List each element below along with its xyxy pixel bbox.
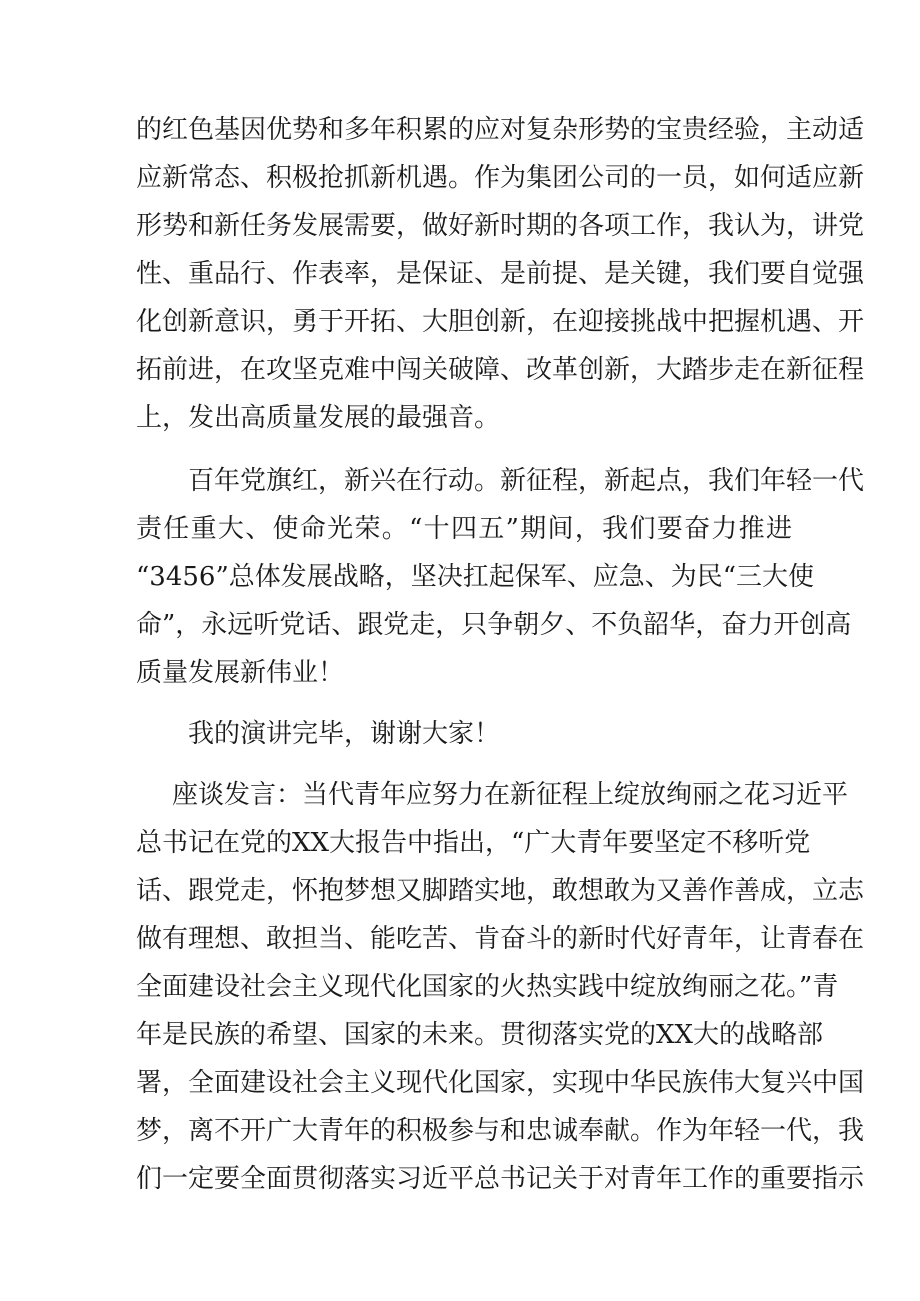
- paragraph-1-line-5: 化创新意识，勇于开拓、大胆创新，在迎接挑战中把握机遇、开: [136, 307, 865, 337]
- paragraph-4-line-1: 座谈发言：当代青年应努力在新征程上绽放绚丽之花习近平: [172, 780, 849, 810]
- paragraph-4-line-7: 署，全面建设社会主义现代化国家，实现中华民族伟大复兴中国: [136, 1068, 865, 1098]
- paragraph-2-line-2: 责任重大、使命光荣。“十四五”期间，我们要奋力推进: [136, 514, 792, 544]
- paragraph-2-line-5: 质量发展新伟业！: [136, 658, 345, 688]
- paragraph-4-line-9: 们一定要全面贯彻落实习近平总书记关于对青年工作的重要指示: [136, 1164, 865, 1194]
- paragraph-2-line-3: “3456”总体发展战略，坚决扛起保军、应急、为民“三大使: [136, 562, 815, 592]
- paragraph-2-line-1: 百年党旗红，新兴在行动。新征程，新起点，我们年轻一代: [188, 466, 865, 496]
- paragraph-4-line-8: 梦，离不开广大青年的积极参与和忠诚奉献。作为年轻一代，我: [136, 1116, 865, 1146]
- paragraph-1-line-7: 上，发出高质量发展的最强音。: [136, 403, 501, 433]
- closing-remark: 我的演讲完毕，谢谢大家！: [188, 719, 501, 749]
- paragraph-4-line-3: 话、跟党走，怀抱梦想又脚踏实地，敢想敢为又善作善成，立志: [136, 876, 865, 906]
- paragraph-1-line-6: 拓前进，在攻坚克难中闯关破障、改革创新，大踏步走在新征程: [136, 355, 865, 385]
- paragraph-4-line-2: 总书记在党的XX大报告中指出，“广大青年要坚定不移听党: [136, 828, 811, 858]
- paragraph-1-line-3: 形势和新任务发展需要，做好新时期的各项工作，我认为，讲党: [136, 211, 865, 241]
- paragraph-4-line-4: 做有理想、敢担当、能吃苦、肯奋斗的新时代好青年，让青春在: [136, 924, 865, 954]
- paragraph-1-line-1: 的红色基因优势和多年积累的应对复杂形势的宝贵经验，主动适: [136, 115, 865, 145]
- paragraph-1-line-4: 性、重品行、作表率，是保证、是前提、是关键，我们要自觉强: [136, 259, 865, 289]
- paragraph-4-line-6: 年是民族的希望、国家的未来。贯彻落实党的XX大的战略部: [136, 1020, 824, 1050]
- paragraph-2-line-4: 命”，永远听党话、跟党走，只争朝夕、不负韶华，奋力开创高: [136, 610, 852, 640]
- paragraph-1-line-2: 应新常态、积极抢抓新机遇。作为集团公司的一员，如何适应新: [136, 163, 865, 193]
- paragraph-4-line-5: 全面建设社会主义现代化国家的火热实践中绽放绚丽之花。”青: [136, 972, 839, 1002]
